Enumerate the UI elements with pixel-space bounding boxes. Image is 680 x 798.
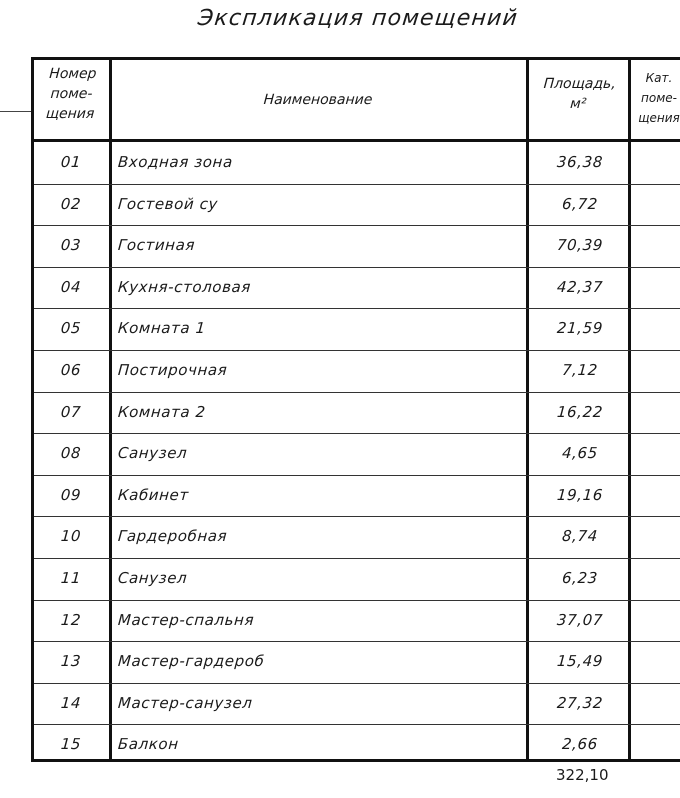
- header-number-line3: щения: [45, 106, 95, 122]
- room-number: 07: [60, 402, 82, 421]
- room-area: 37,07: [556, 610, 604, 629]
- room-area: 21,59: [556, 319, 604, 338]
- room-number: 15: [60, 735, 82, 754]
- room-name: Санузел: [117, 444, 188, 463]
- room-number: 08: [60, 444, 82, 463]
- room-area: 7,12: [561, 361, 599, 379]
- header-category-line1: Кат.: [645, 71, 673, 85]
- total-area: 322,10: [556, 766, 609, 784]
- room-area: 6,23: [561, 569, 599, 587]
- room-name: Кабинет: [117, 485, 190, 504]
- header-category-line3: щения: [638, 111, 680, 125]
- row-divider: [34, 600, 680, 601]
- room-name: Балкон: [117, 735, 180, 754]
- row-divider: [34, 392, 680, 393]
- room-name: Мастер-гардероб: [117, 652, 266, 671]
- row-divider: [34, 225, 680, 226]
- room-area: 2,66: [561, 735, 599, 754]
- explication-table: [31, 57, 680, 762]
- room-number: 12: [60, 610, 82, 629]
- header-category: [631, 68, 680, 128]
- row-divider: [34, 683, 680, 684]
- room-number: 09: [60, 485, 82, 504]
- room-number: 05: [60, 319, 82, 338]
- row-divider: [34, 558, 680, 559]
- header-category-line2: поме-: [641, 91, 677, 105]
- document-title: Экспликация помещений: [196, 6, 520, 31]
- row-divider: [34, 350, 680, 351]
- room-area: 36,38: [556, 153, 604, 171]
- room-area: 16,22: [556, 402, 604, 421]
- row-divider: [34, 724, 680, 725]
- header-number-line1: Номер: [48, 66, 98, 82]
- room-name: Санузел: [117, 569, 188, 587]
- row-divider: [34, 516, 680, 517]
- room-number: 02: [60, 194, 82, 213]
- room-name: Мастер-санузел: [117, 693, 254, 712]
- room-number: 14: [60, 693, 82, 712]
- room-name: Гостевой су: [117, 194, 219, 213]
- header-number: [32, 64, 111, 124]
- header-area: [528, 74, 631, 114]
- room-number: 04: [60, 277, 82, 296]
- room-area: 8,74: [561, 527, 599, 546]
- room-area: 19,16: [556, 485, 604, 504]
- room-name: Комната 1: [117, 319, 207, 338]
- header-name: Наименование: [263, 92, 373, 108]
- row-divider: [34, 433, 680, 434]
- header-number-line2: поме-: [49, 86, 94, 102]
- room-area: 4,65: [561, 444, 599, 463]
- room-number: 03: [60, 236, 82, 255]
- room-area: 15,49: [556, 652, 604, 671]
- room-name: Комната 2: [117, 402, 207, 421]
- margin-line: [0, 111, 33, 112]
- header-divider: [34, 139, 680, 142]
- room-number: 06: [60, 361, 82, 379]
- header-area-unit: м²: [569, 96, 587, 112]
- room-number: 13: [60, 652, 82, 671]
- row-divider: [34, 267, 680, 268]
- room-number: 10: [60, 527, 82, 546]
- row-divider: [34, 641, 680, 642]
- room-name: Кухня-столовая: [117, 277, 252, 296]
- row-divider: [34, 475, 680, 476]
- column-divider-number: [109, 60, 112, 759]
- header-area-line1: Площадь,: [543, 76, 617, 92]
- room-area: 6,72: [561, 194, 599, 213]
- room-number: 01: [60, 153, 82, 171]
- room-area: 42,37: [556, 277, 604, 296]
- room-name: Гостиная: [117, 236, 196, 255]
- room-name: Постирочная: [117, 361, 229, 379]
- room-name: Входная зона: [117, 153, 234, 171]
- room-name: Мастер-спальня: [117, 610, 255, 629]
- room-name: Гардеробная: [117, 527, 228, 546]
- room-area: 70,39: [556, 236, 604, 255]
- row-divider: [34, 308, 680, 309]
- room-number: 11: [60, 569, 82, 587]
- room-area: 27,32: [556, 693, 604, 712]
- row-divider: [34, 184, 680, 185]
